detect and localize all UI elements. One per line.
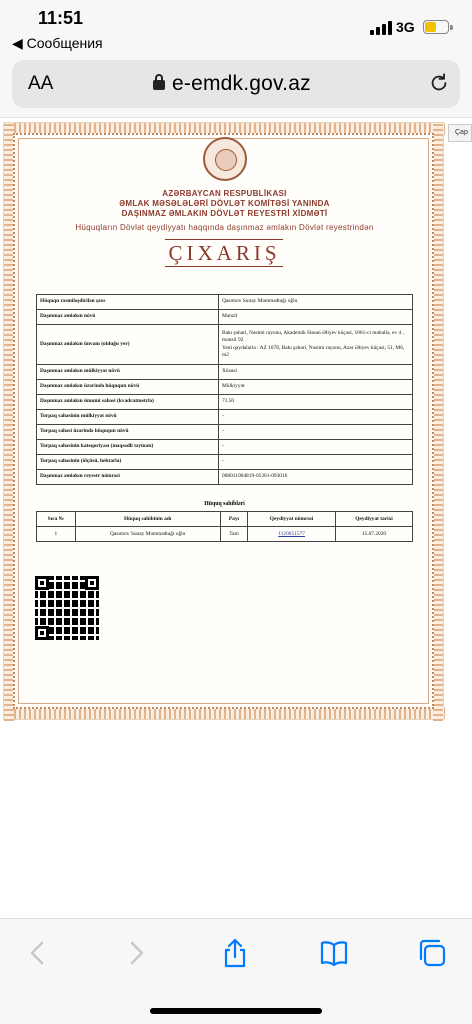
status-bar xyxy=(0,0,472,56)
clock: 11:51 xyxy=(38,8,84,28)
property-label: Daşınmaz əmlakın ünvanı (olduğu yer) xyxy=(37,325,219,365)
lock-icon xyxy=(153,74,165,90)
home-indicator xyxy=(150,1008,322,1014)
property-label: Daşınmaz əmlakın ümumi sahəsi (kvadratmetrlə) xyxy=(37,395,219,410)
address-bar-area xyxy=(0,56,472,118)
owners-column-header: Qeydiyyat tarixi xyxy=(335,512,412,527)
share-icon[interactable] xyxy=(219,937,251,969)
owners-column-header: Qeydiyyat nömrəsi xyxy=(248,512,336,527)
battery-icon xyxy=(423,20,449,34)
property-value: Qasımov Sunay Məmmədtağı oğlu xyxy=(219,295,413,310)
document-title: ÇIXARIŞ xyxy=(168,241,281,265)
header-subtitle: Hüquqların Dövlət qeydiyyatı haqqında daşınmaz əmlakın Dövlət reyestrindən xyxy=(75,223,374,232)
cellular-signal-icon xyxy=(370,21,392,35)
qr-code xyxy=(35,576,99,640)
owners-title: Hüquq sahibləri xyxy=(204,501,245,507)
property-label: Torpaq sahəsinin mülkiyyət növü xyxy=(37,410,219,425)
property-table xyxy=(36,294,413,485)
property-row xyxy=(37,295,413,310)
owners-column-header: Payı xyxy=(220,512,247,527)
property-row xyxy=(37,425,413,440)
registration-number-link[interactable]: 1120051577 xyxy=(278,531,305,537)
header-republic: AZƏRBAYCAN RESPUBLİKASI xyxy=(162,189,287,198)
owners-table xyxy=(36,511,413,542)
property-label: Torpaq sahəsi üzərində hüququn növü xyxy=(37,425,219,440)
owner-reg-no xyxy=(248,527,336,542)
owner-name: Qasımov Sunay Məmmədtağı oğlu xyxy=(75,527,220,542)
property-value: 71.50 xyxy=(219,395,413,410)
network-type: 3G xyxy=(396,19,415,35)
owners-column-header: Hüquq sahibinin adı xyxy=(75,512,220,527)
property-row xyxy=(37,455,413,470)
back-to-app-link[interactable]: ◀ Сообщения xyxy=(12,35,103,51)
property-value: Mənzil xyxy=(219,310,413,325)
property-label: Torpaq sahəsinin (ölçüsü, hektarla) xyxy=(37,455,219,470)
property-label: Daşınmaz əmlakın reyestr nömrəsi xyxy=(37,470,219,485)
property-row xyxy=(37,410,413,425)
property-label: Hüququ rəsmiləşdirilən şəxs xyxy=(37,295,219,310)
property-value: Mülkiyyət xyxy=(219,380,413,395)
back-arrow-icon[interactable] xyxy=(22,937,54,969)
header-service: DAŞINMAZ ƏMLAKIN DÖVLƏT REYESTRİ XİDMƏTİ xyxy=(121,209,328,218)
property-label: Torpaq sahəsinin kateqoriyası (məqsədli təyinatı) xyxy=(37,440,219,455)
address-bar[interactable] xyxy=(12,60,460,108)
property-row xyxy=(37,440,413,455)
property-row xyxy=(37,380,413,395)
property-value: Xüsusi xyxy=(219,365,413,380)
owners-column-header: Sıra № xyxy=(37,512,76,527)
state-emblem-icon xyxy=(203,137,247,181)
url-text[interactable]: e-emdk.gov.az xyxy=(172,72,311,95)
property-row xyxy=(37,325,413,365)
property-label: Daşınmaz əmlakın növü xyxy=(37,310,219,325)
property-value: - xyxy=(219,410,413,425)
reload-icon[interactable] xyxy=(428,72,450,94)
property-row xyxy=(37,310,413,325)
property-row xyxy=(37,470,413,485)
property-row xyxy=(37,395,413,410)
owner-reg-date: 15.07.2020 xyxy=(335,527,412,542)
tabs-icon[interactable] xyxy=(416,937,448,969)
property-row xyxy=(37,365,413,380)
header-committee: ƏMLAK MƏSƏLƏLƏRİ DÖVLƏT KOMİTƏSİ YANINDA xyxy=(119,199,330,208)
property-value: - xyxy=(219,440,413,455)
owner-row xyxy=(37,527,413,542)
property-value: - xyxy=(219,455,413,470)
property-label: Daşınmaz əmlakın mülkiyyət növü xyxy=(37,365,219,380)
text-size-button[interactable]: AA xyxy=(28,73,54,94)
property-label: Daşınmaz əmlakın üzərində hüququn növü xyxy=(37,380,219,395)
side-page-caption[interactable]: Çap xyxy=(448,124,472,142)
bookmarks-icon[interactable] xyxy=(318,937,350,969)
property-value: Bakı şəhəri, Nəsimi rayonu, Akademik Həsən Əliyev küçəsi, 1061-ci məhəllə, ev 4 , mənzil 92 Yeni qaydalarla : AZ 1078, Bakı şəhəri, Nəsimi rayonu, Azər Əliyev küçəsi, 51, M6, m2 xyxy=(219,325,413,365)
owner-share: Tam xyxy=(220,527,247,542)
property-value: 008011004819-05301-093016 xyxy=(219,470,413,485)
property-value: - xyxy=(219,425,413,440)
certificate-document xyxy=(3,122,444,720)
owner-no: 1 xyxy=(37,527,76,542)
forward-arrow-icon[interactable] xyxy=(120,937,152,969)
